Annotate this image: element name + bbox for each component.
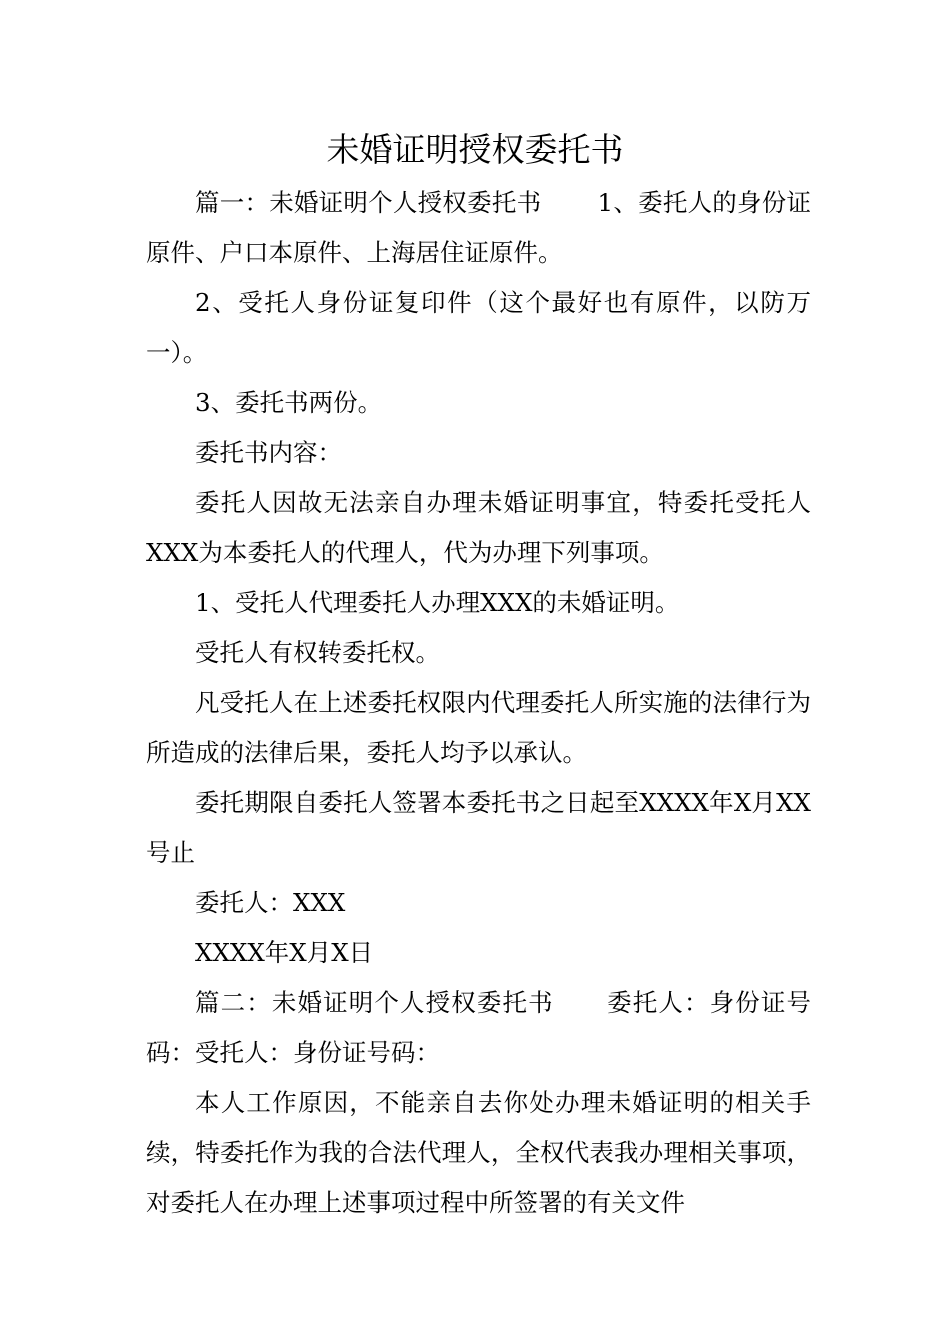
signature-date: XXXX年X月X日 [195, 938, 374, 967]
section-heading-2: 篇二：未婚证明个人授权委托书 [195, 988, 554, 1017]
document-body [146, 178, 811, 1228]
paragraph-12 [146, 978, 811, 1078]
inline-gap [554, 988, 607, 1017]
paragraph-1-content: 1、委托人的身份证原件、户口本原件、上海居住证原件。 [146, 188, 812, 267]
inline-gap [541, 188, 597, 217]
paragraph-1 [146, 178, 811, 278]
paragraph-13: 本人工作原因，不能亲自去你处办理未婚证明的相关手续，特委托作为我的合法代理人，全权代表我办理相关事项，对委托人在办理上述事项过程中所签署的有关文件 [146, 1088, 811, 1217]
paragraph-2: 2、受托人身份证复印件（这个最好也有原件，以防万一）。 [146, 288, 811, 367]
section-heading-1: 篇一：未婚证明个人授权委托书 [195, 188, 542, 217]
paragraph-8: 凡受托人在上述委托权限内代理委托人所实施的法律行为所造成的法律后果，委托人均予以承认。 [146, 688, 811, 767]
document-title: 未婚证明授权委托书 [326, 130, 624, 169]
paragraph-5: 委托人因故无法亲自办理未婚证明事宜，特委托受托人XXX为本委托人的代理人，代为办理下列事项。 [146, 488, 811, 567]
signature-line-principal: 委托人：XXX [195, 888, 346, 917]
paragraph-6: 1、受托人代理委托人办理XXX的未婚证明。 [195, 588, 680, 617]
paragraph-7: 受托人有权转委托权。 [195, 638, 440, 667]
paragraph-9: 委托期限自委托人签署本委托书之日起至XXXX年X月XX号止 [146, 788, 811, 867]
paragraph-4: 委托书内容： [195, 438, 342, 467]
paragraph-3: 3、委托书两份。 [195, 388, 383, 417]
paragraph-12-content: 委托人：身份证号码：受托人：身份证号码： [146, 988, 812, 1067]
